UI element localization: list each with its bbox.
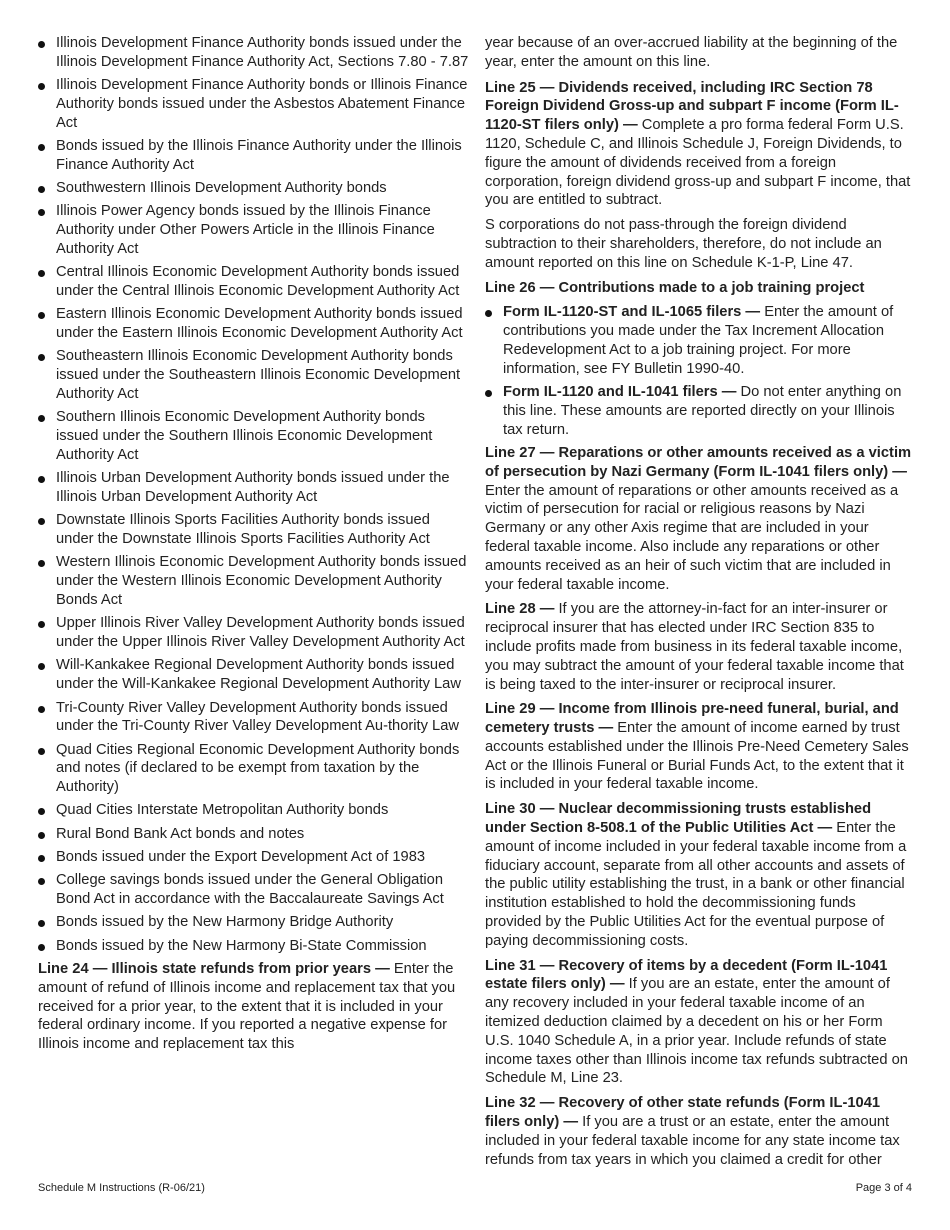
list-item: Rural Bond Bank Act bonds and notes bbox=[38, 825, 470, 844]
list-item bbox=[485, 303, 915, 378]
line29-text: Enter the amount of income earned by trust accounts established under the Illinois Pre-Need Cemetery Sales Act or the Illinois Funeral or Burial Funds Act, to the extent that it is included in your federal taxable income. bbox=[485, 720, 909, 793]
line24-paragraph bbox=[38, 960, 470, 1054]
footer-page-number: Page 3 of 4 bbox=[855, 1182, 912, 1194]
line24-continuation: year because of an over-accrued liability at the beginning of the year, enter the amount on this line. bbox=[485, 35, 898, 70]
line24-text: Enter the amount of refund of Illinois income and replacement tax that you received for a prior year, to the extent that it is included in your federal ordinary income. If you reported a negative expense for Illinois income and replacement tax this bbox=[38, 961, 456, 1053]
list-item: Illinois Urban Development Authority bonds issued under the Illinois Urban Development Authority Act bbox=[38, 469, 470, 507]
line27-text: Enter the amount of reparations or other amounts received as a victim of persecution for racial or religious reasons by Nazi Germany or any other Axis regime that are included in your federal taxable income. Also include any reparations or other amounts received as an heir of such victim that are included in your federal taxable income. bbox=[485, 482, 899, 593]
line29-heading: Line 29 — Income from Illinois pre-need funeral, burial, and cemetery trusts — bbox=[485, 701, 899, 737]
s-corp-note: S corporations do not pass-through the foreign dividend subtraction to their shareholders, therefore, do not include an amount reported on this line on Schedule K-1-P, Line 47. bbox=[485, 217, 882, 271]
line28-text: If you are the attorney-in-fact for an inter-insurer or reciprocal insurer that has elected under IRC Section 835 to include profits made from business in its federal taxable income, you may subtract the amount of your federal taxable income that is being taxed to the inter-insurer or reciprocal insurer. bbox=[485, 601, 904, 693]
list-item: Quad Cities Regional Economic Development Authority bonds and notes (if declared to be exempt from taxation by the Authority) bbox=[38, 741, 470, 797]
list-item: Bonds issued by the Illinois Finance Authority under the Illinois Finance Authority Act bbox=[38, 137, 470, 175]
list-item bbox=[485, 383, 915, 439]
line31-text: If you are an estate, enter the amount of any recovery included in your federal taxable income of an itemized deduction claimed by a decedent on his or her Form U.S. 1040 Schedule A, in a prior year. Include refunds of state income taxes other than Illinois income tax refunds subtracted on Schedule M, Line 23. bbox=[485, 976, 908, 1087]
left-column bbox=[38, 34, 470, 1059]
line26-bullet2-text: Do not enter anything on this line. These amounts are reported directly on your Illinois tax return. bbox=[503, 384, 902, 438]
line25-text: Complete a pro forma federal Form U.S. 1120, Schedule C, and Illinois Schedule J, Foreign Dividends, to figure the amount of dividends received from a foreign corporation, foreign dividend gross-up and subpart F income, that you are entitled to subtract. bbox=[485, 117, 911, 209]
list-item: Western Illinois Economic Development Authority bonds issued under the Western Illinois Economic Development Authority Bonds Act bbox=[38, 553, 470, 609]
line31-paragraph bbox=[485, 957, 915, 1089]
line29-paragraph bbox=[485, 700, 915, 794]
list-item: Quad Cities Interstate Metropolitan Authority bonds bbox=[38, 801, 470, 820]
list-item: Bonds issued by the New Harmony Bi-State Commission bbox=[38, 937, 470, 956]
line32-paragraph bbox=[485, 1094, 915, 1169]
line30-paragraph bbox=[485, 800, 915, 950]
line28-heading: Line 28 — bbox=[485, 601, 555, 618]
list-item: Central Illinois Economic Development Authority bonds issued under the Central Illinois Economic Development Authority Act bbox=[38, 263, 470, 301]
line25-paragraph bbox=[485, 79, 915, 211]
list-item: Southeastern Illinois Economic Development Authority bonds issued under the Southeastern Illinois Economic Development Authority Act bbox=[38, 347, 470, 403]
list-item: Illinois Power Agency bonds issued by the Illinois Finance Authority under Other Powers Article in the Illinois Finance Authority Act bbox=[38, 202, 470, 258]
list-item: College savings bonds issued under the General Obligation Bond Act in accordance with the Baccalaureate Savings Act bbox=[38, 871, 470, 909]
footer-form-id: Schedule M Instructions (R-06/21) bbox=[38, 1182, 205, 1194]
line30-text: Enter the amount of income included in your federal taxable income from a fiduciary account, separate from all other accounts and assets of the public utility establishing the trust, in a bank or other financial institution established to hold the decommissioning funds provided by the Public Utilities Act for the eventual purpose of paying decommissioning costs. bbox=[485, 820, 907, 949]
line32-heading: Line 32 — Recovery of other state refunds (Form IL-1041 filers only) — bbox=[485, 1095, 881, 1131]
line26-heading: Line 26 — Contributions made to a job training project bbox=[485, 279, 865, 296]
line26-list bbox=[485, 303, 915, 439]
list-item: Upper Illinois River Valley Development Authority bonds issued under the Upper Illinois River Valley Development Authority Act bbox=[38, 614, 470, 652]
line28-paragraph bbox=[485, 600, 915, 694]
right-column bbox=[485, 34, 915, 1174]
list-item: Downstate Illinois Sports Facilities Authority bonds issued under the Downstate Illinois Sports Facilities Authority Act bbox=[38, 511, 470, 549]
line27-paragraph bbox=[485, 444, 915, 594]
line27-heading: Line 27 — Reparations or other amounts received as a victim of persecution by Nazi Germany (Form IL-1041 filers only) — bbox=[485, 444, 912, 480]
list-item: Southwestern Illinois Development Authority bonds bbox=[38, 179, 470, 198]
line24-heading: Line 24 — Illinois state refunds from prior years — bbox=[38, 961, 390, 978]
line32-text: If you are a trust or an estate, enter the amount included in your federal taxable income for any state income tax refunds from tax years in which you claimed a credit for other bbox=[485, 1114, 900, 1168]
list-item: Eastern Illinois Economic Development Authority bonds issued under the Eastern Illinois Economic Development Authority Act bbox=[38, 305, 470, 343]
exempt-bonds-list bbox=[38, 34, 470, 956]
line31-heading: Line 31 — Recovery of items by a decedent (Form IL-1041 estate filers only) — bbox=[485, 957, 888, 993]
list-item: Illinois Development Finance Authority bonds issued under the Illinois Development Finance Authority Act, Sections 7.80 - 7.87 bbox=[38, 34, 470, 72]
list-item: Southern Illinois Economic Development Authority bonds issued under the Southern Illinois Economic Development Authority Act bbox=[38, 408, 470, 464]
line26-bullet1-text: Enter the amount of contributions you made under the Tax Increment Allocation Redevelopment Act to a job training project. For more information, see FY Bulletin 1990-40. bbox=[503, 304, 894, 377]
line26-bullet2-label: Form IL-1120 and IL-1041 filers — bbox=[503, 384, 737, 401]
list-item: Bonds issued by the New Harmony Bridge Authority bbox=[38, 913, 470, 932]
list-item: Bonds issued under the Export Development Act of 1983 bbox=[38, 848, 470, 867]
line26-bullet1-label: Form IL-1120-ST and IL-1065 filers — bbox=[503, 304, 761, 321]
line25-heading: Line 25 — Dividends received, including IRC Section 78 Foreign Dividend Gross-up and subpart F income (Form IL-1120-ST filers only) — bbox=[485, 79, 899, 134]
line30-heading: Line 30 — Nuclear decommissioning trusts established under Section 8-508.1 of the Public Utilities Act — bbox=[485, 801, 872, 837]
list-item: Tri-County River Valley Development Authority bonds issued under the Tri-County River Valley Development Au-thority Law bbox=[38, 699, 470, 737]
list-item: Illinois Development Finance Authority bonds or Illinois Finance Authority bonds issued under the Asbestos Abatement Finance Act bbox=[38, 76, 470, 132]
list-item: Will-Kankakee Regional Development Authority bonds issued under the Will-Kankakee Regional Development Authority Law bbox=[38, 656, 470, 694]
